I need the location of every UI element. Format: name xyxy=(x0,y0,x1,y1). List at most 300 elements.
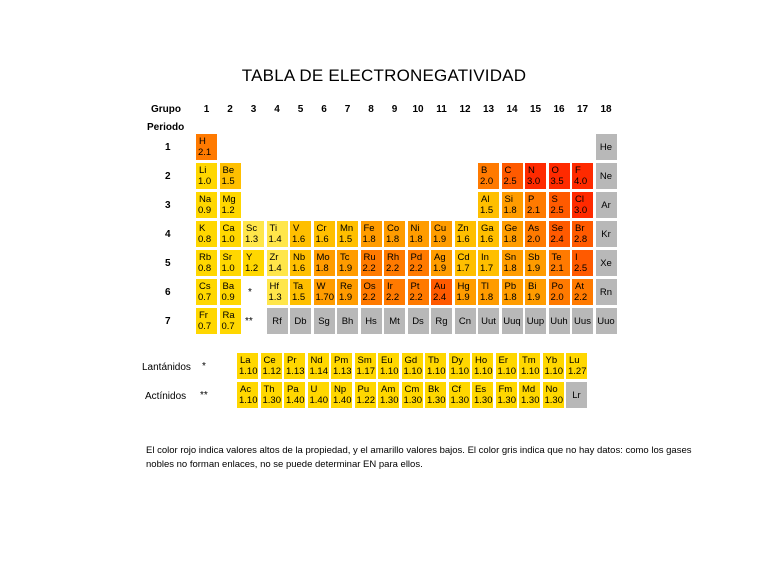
element-ba xyxy=(220,279,241,305)
element-uus xyxy=(572,308,593,334)
element-symbol: Ra xyxy=(222,310,235,321)
element-en-value: 2.0 xyxy=(480,176,494,187)
element-se xyxy=(549,221,570,247)
element-en-value: 1.30 xyxy=(450,395,469,406)
period-label-2: 2 xyxy=(165,171,171,182)
actinides-star: ** xyxy=(200,390,208,401)
element-symbol: Sc xyxy=(246,223,258,234)
element-en-value: 1.9 xyxy=(527,263,541,274)
element-en-value: 1.8 xyxy=(480,292,494,303)
element-en-value: 1.14 xyxy=(309,366,328,377)
element-ga xyxy=(478,221,499,247)
element-en-value: 1.40 xyxy=(309,395,328,406)
element-symbol: Mo xyxy=(316,252,330,263)
element-en-value: 1.10 xyxy=(239,395,258,406)
element-symbol: Uuq xyxy=(503,316,521,327)
element-symbol: Mg xyxy=(222,194,236,205)
element-symbol: Tb xyxy=(428,355,440,366)
element-en-value: 1.22 xyxy=(356,395,375,406)
element-br xyxy=(572,221,593,247)
element-hf xyxy=(267,279,288,305)
element-en-value: 0.7 xyxy=(198,321,212,332)
element-symbol: Bk xyxy=(428,384,440,395)
period-label-6: 6 xyxy=(165,287,171,298)
element-symbol: Si xyxy=(504,194,513,205)
group-header-5: 5 xyxy=(297,104,304,115)
element-pb xyxy=(502,279,523,305)
element-no xyxy=(543,382,564,408)
element-en-value: 1.70 xyxy=(315,292,334,303)
element-bi xyxy=(525,279,546,305)
element-uuq xyxy=(502,308,523,334)
element-en-value: 1.8 xyxy=(503,263,517,274)
element-en-value: 1.10 xyxy=(474,366,493,377)
element-en-value: 1.2 xyxy=(245,263,259,274)
element-en-value: 0.7 xyxy=(221,321,235,332)
element-symbol: Y xyxy=(246,252,253,263)
element-en-value: 0.7 xyxy=(198,292,212,303)
element-rg xyxy=(431,308,452,334)
element-en-value: 1.40 xyxy=(286,395,305,406)
element-en-value: 1.8 xyxy=(315,263,329,274)
element-sg xyxy=(314,308,335,334)
element-nd xyxy=(308,353,329,379)
element-en-value: 1.6 xyxy=(315,234,329,245)
element-symbol: Ir xyxy=(387,281,393,292)
element-ho xyxy=(472,353,493,379)
legend-note: El color rojo indica valores altos de la propiedad, y el amarillo valores bajos. El color gris indica que no hay datos: como los gases nobles no forman enlaces, no se puede determinar EN para ellos. xyxy=(146,445,692,470)
element-symbol: Kr xyxy=(601,229,611,240)
element-symbol: Uup xyxy=(526,316,545,327)
element-n xyxy=(525,163,546,189)
element-en-value: 1.7 xyxy=(456,263,470,274)
element-symbol: Al xyxy=(481,194,490,205)
element-symbol: Li xyxy=(199,165,207,176)
element-pr xyxy=(284,353,305,379)
element-au xyxy=(431,279,452,305)
element-p xyxy=(525,192,546,218)
element-symbol: W xyxy=(316,281,326,292)
element-en-value: 2.1 xyxy=(550,263,564,274)
element-sm xyxy=(355,353,376,379)
element-si xyxy=(502,192,523,218)
element-symbol: H xyxy=(199,136,206,147)
element-symbol: Ac xyxy=(240,384,252,395)
element-symbol: P xyxy=(528,194,535,205)
element-symbol: Rh xyxy=(387,252,400,263)
element-symbol: Tm xyxy=(522,355,536,366)
period-label-4: 4 xyxy=(165,229,171,240)
element-symbol: Pm xyxy=(334,355,349,366)
element-symbol: Rg xyxy=(435,316,448,327)
element-mn xyxy=(337,221,358,247)
element-en-value: 1.30 xyxy=(427,395,446,406)
element-u xyxy=(308,382,329,408)
element-symbol: Na xyxy=(199,194,212,205)
element-symbol: I xyxy=(575,252,578,263)
element-es xyxy=(472,382,493,408)
element-en-value: 2.4 xyxy=(433,292,447,303)
element-tb xyxy=(425,353,446,379)
element-symbol: Hs xyxy=(365,316,377,327)
element-cm xyxy=(402,382,423,408)
element-sb xyxy=(525,250,546,276)
element-be xyxy=(220,163,241,189)
element-en-value: 1.9 xyxy=(433,263,447,274)
element-symbol: Be xyxy=(222,165,235,176)
element-th xyxy=(261,382,282,408)
element-en-value: 1.8 xyxy=(386,234,400,245)
element-pm xyxy=(331,353,352,379)
element-symbol: Sg xyxy=(318,316,330,327)
element-he xyxy=(596,134,617,160)
element-lu xyxy=(566,353,587,379)
element-en-value: 1.5 xyxy=(292,292,306,303)
element-symbol: As xyxy=(528,223,540,234)
element-symbol: Pr xyxy=(287,355,297,366)
page-title: TABLA DE ELECTRONEGATIVIDAD xyxy=(241,66,527,85)
element-symbol: Md xyxy=(522,384,536,395)
element-ne xyxy=(596,163,617,189)
group-header-13: 13 xyxy=(482,104,495,115)
element-os xyxy=(361,279,382,305)
element-en-value: 1.10 xyxy=(497,366,516,377)
element-tc xyxy=(337,250,358,276)
element-rn xyxy=(596,279,617,305)
element-uuo xyxy=(596,308,617,334)
element-cr xyxy=(314,221,335,247)
group-header-15: 15 xyxy=(529,104,542,115)
group-header-1: 1 xyxy=(203,104,210,115)
element-i xyxy=(572,250,593,276)
element-symbol: Po xyxy=(551,281,564,292)
element-symbol: Au xyxy=(434,281,446,292)
element-ra xyxy=(220,308,241,334)
element-pt xyxy=(408,279,429,305)
element-en-value: 1.9 xyxy=(456,292,470,303)
element-en-value: 2.5 xyxy=(503,176,517,187)
element-symbol: Gd xyxy=(404,355,418,366)
element-pd xyxy=(408,250,429,276)
element-en-value: 2.1 xyxy=(527,205,541,216)
element-en-value: 0.8 xyxy=(198,263,212,274)
element-cl xyxy=(572,192,593,218)
element-symbol: Db xyxy=(294,316,307,327)
element-en-value: 2.5 xyxy=(574,263,588,274)
element-bh xyxy=(337,308,358,334)
element-symbol: Sm xyxy=(357,355,372,366)
element-ir xyxy=(384,279,405,305)
element-fe xyxy=(361,221,382,247)
element-symbol: Er xyxy=(498,355,508,366)
element-en-value: 1.10 xyxy=(450,366,469,377)
element-symbol: Fe xyxy=(363,223,375,234)
element-ge xyxy=(502,221,523,247)
element-mo xyxy=(314,250,335,276)
element-en-value: 1.8 xyxy=(503,234,517,245)
element-symbol: Xe xyxy=(600,258,612,269)
element-symbol: Rf xyxy=(272,316,282,327)
element-cd xyxy=(455,250,476,276)
element-en-value: 1.30 xyxy=(497,395,516,406)
group-header-12: 12 xyxy=(459,104,471,115)
element-en-value: 1.6 xyxy=(480,234,494,245)
element-en-value: 1.6 xyxy=(456,234,470,245)
element-en-value: 1.9 xyxy=(339,263,353,274)
element-en-value: 2.2 xyxy=(409,263,423,274)
element-rh xyxy=(384,250,405,276)
element-symbol: Uuo xyxy=(597,316,615,327)
element-en-value: 1.5 xyxy=(480,205,494,216)
element-symbol: La xyxy=(240,355,251,366)
element-ru xyxy=(361,250,382,276)
element-en-value: 1.30 xyxy=(380,395,399,406)
group-header-16: 16 xyxy=(553,104,565,115)
element-fm xyxy=(496,382,517,408)
element-symbol: Ag xyxy=(434,252,446,263)
group-header-7: 7 xyxy=(344,104,351,115)
element-en-value: 2.2 xyxy=(362,263,376,274)
element-sn xyxy=(502,250,523,276)
element-rb xyxy=(196,250,217,276)
element-am xyxy=(378,382,399,408)
period-label-3: 3 xyxy=(165,200,171,211)
lanthanides-placeholder-star: * xyxy=(248,287,252,298)
element-en-value: 1.13 xyxy=(333,366,352,377)
period-label-1: 1 xyxy=(165,142,171,153)
element-ca xyxy=(220,221,241,247)
element-symbol: At xyxy=(575,281,584,292)
element-symbol: Pu xyxy=(357,384,370,395)
group-header-17: 17 xyxy=(576,104,589,115)
element-mg xyxy=(220,192,241,218)
periodo-label: Periodo xyxy=(147,122,185,133)
element-en-value: 1.10 xyxy=(544,366,563,377)
element-en-value: 2.2 xyxy=(386,263,400,274)
element-en-value: 1.8 xyxy=(503,205,517,216)
element-symbol: Pt xyxy=(410,281,420,292)
element-ni xyxy=(408,221,429,247)
element-lr xyxy=(566,382,587,408)
element-symbol: Ga xyxy=(481,223,494,234)
element-symbol: Se xyxy=(551,223,564,234)
element-symbol: Br xyxy=(575,223,585,234)
element-symbol: No xyxy=(545,384,558,395)
lanthanides-label: Lantánidos xyxy=(142,362,191,373)
element-ar xyxy=(596,192,617,218)
element-symbol: Rb xyxy=(199,252,212,263)
element-symbol: Ho xyxy=(475,355,488,366)
element-en-value: 1.8 xyxy=(362,234,376,245)
element-md xyxy=(519,382,540,408)
element-symbol: S xyxy=(551,194,558,205)
element-en-value: 1.30 xyxy=(521,395,540,406)
element-symbol: Es xyxy=(475,384,487,395)
group-header-6: 6 xyxy=(321,104,327,115)
element-symbol: V xyxy=(293,223,300,234)
element-symbol: C xyxy=(504,165,512,176)
element-cn xyxy=(455,308,476,334)
element-en-value: 1.7 xyxy=(480,263,494,274)
element-en-value: 1.40 xyxy=(333,395,352,406)
element-en-value: 1.9 xyxy=(433,234,447,245)
element-symbol: Ds xyxy=(412,316,424,327)
element-symbol: Ba xyxy=(222,281,235,292)
element-w xyxy=(314,279,335,305)
group-header-14: 14 xyxy=(506,104,518,115)
element-fr xyxy=(196,308,217,334)
element-y xyxy=(243,250,264,276)
element-en-value: 1.2 xyxy=(221,205,235,216)
element-en-value: 1.10 xyxy=(427,366,446,377)
element-tl xyxy=(478,279,499,305)
element-symbol: Rn xyxy=(599,287,613,298)
element-en-value: 1.12 xyxy=(262,366,281,377)
element-symbol: Cf xyxy=(451,384,461,395)
element-cu xyxy=(431,221,452,247)
element-symbol: Bi xyxy=(528,281,537,292)
element-symbol: Fr xyxy=(199,310,208,321)
element-pa xyxy=(284,382,305,408)
element-en-value: 0.9 xyxy=(221,292,235,303)
element-symbol: Cd xyxy=(457,252,470,263)
element-symbol: Cl xyxy=(575,194,584,205)
element-po xyxy=(549,279,570,305)
element-symbol: B xyxy=(481,165,488,176)
element-uuh xyxy=(549,308,570,334)
element-b xyxy=(478,163,499,189)
element-en-value: 2.1 xyxy=(198,147,212,158)
element-symbol: Ce xyxy=(263,355,276,366)
element-en-value: 1.10 xyxy=(403,366,422,377)
element-s xyxy=(549,192,570,218)
element-en-value: 1.6 xyxy=(292,263,306,274)
element-symbol: Th xyxy=(263,384,275,395)
element-yb xyxy=(543,353,564,379)
element-f xyxy=(572,163,593,189)
element-en-value: 1.30 xyxy=(474,395,493,406)
element-symbol: Cr xyxy=(316,223,327,234)
element-en-value: 1.10 xyxy=(521,366,540,377)
element-symbol: Hf xyxy=(269,281,279,292)
element-as xyxy=(525,221,546,247)
element-symbol: U xyxy=(310,384,318,395)
element-symbol: He xyxy=(599,142,613,153)
element-dy xyxy=(449,353,470,379)
element-en-value: 1.9 xyxy=(339,292,353,303)
element-hs xyxy=(361,308,382,334)
element-h xyxy=(196,134,217,160)
element-symbol: Os xyxy=(363,281,376,292)
element-kr xyxy=(596,221,617,247)
group-header-3: 3 xyxy=(250,104,257,115)
element-symbol: N xyxy=(528,165,535,176)
element-en-value: 1.6 xyxy=(292,234,306,245)
element-symbol: Pd xyxy=(410,252,423,263)
element-symbol: Uuh xyxy=(550,316,568,327)
group-header-8: 8 xyxy=(368,104,374,115)
element-symbol: Nd xyxy=(310,355,323,366)
element-en-value: 2.2 xyxy=(362,292,376,303)
element-en-value: 0.8 xyxy=(198,234,212,245)
element-en-value: 2.5 xyxy=(550,205,564,216)
element-en-value: 1.0 xyxy=(221,234,235,245)
element-en-value: 1.5 xyxy=(221,176,235,187)
element-te xyxy=(549,250,570,276)
element-en-value: 2.2 xyxy=(574,292,588,303)
element-symbol: Co xyxy=(387,223,400,234)
element-np xyxy=(331,382,352,408)
element-en-value: 1.9 xyxy=(527,292,541,303)
element-re xyxy=(337,279,358,305)
element-en-value: 3.5 xyxy=(550,176,564,187)
element-symbol: Yb xyxy=(545,355,558,366)
group-header-4: 4 xyxy=(274,104,280,115)
element-symbol: K xyxy=(199,223,206,234)
element-la xyxy=(237,353,258,379)
element-en-value: 1.4 xyxy=(268,263,282,274)
period-label-7: 7 xyxy=(165,316,171,327)
element-na xyxy=(196,192,217,218)
element-rf xyxy=(267,308,288,334)
element-symbol: Sb xyxy=(528,252,540,263)
element-ta xyxy=(290,279,311,305)
element-li xyxy=(196,163,217,189)
element-en-value: 1.0 xyxy=(221,263,235,274)
element-en-value: 1.5 xyxy=(339,234,353,245)
element-symbol: Sn xyxy=(504,252,517,263)
element-ti xyxy=(267,221,288,247)
element-v xyxy=(290,221,311,247)
element-symbol: Hg xyxy=(457,281,470,292)
element-en-value: 2.4 xyxy=(550,234,564,245)
element-db xyxy=(290,308,311,334)
group-header-10: 10 xyxy=(412,104,424,115)
element-symbol: Ge xyxy=(504,223,518,234)
element-uut xyxy=(478,308,499,334)
element-tm xyxy=(519,353,540,379)
element-en-value: 1.30 xyxy=(403,395,422,406)
element-sc xyxy=(243,221,264,247)
actinides-label: Actínidos xyxy=(145,391,187,402)
element-en-value: 1.0 xyxy=(198,176,212,187)
element-xe xyxy=(596,250,617,276)
element-en-value: 2.0 xyxy=(550,292,564,303)
element-k xyxy=(196,221,217,247)
element-symbol: Pa xyxy=(287,384,299,395)
element-zr xyxy=(267,250,288,276)
element-symbol: Sr xyxy=(222,252,232,263)
element-symbol: Tc xyxy=(340,252,350,263)
element-er xyxy=(496,353,517,379)
element-en-value: 0.9 xyxy=(198,205,212,216)
element-symbol: Cn xyxy=(458,316,472,327)
element-en-value: 1.8 xyxy=(503,292,517,303)
element-symbol: F xyxy=(575,165,581,176)
period-label-5: 5 xyxy=(165,258,171,269)
element-en-value: 1.30 xyxy=(544,395,563,406)
element-symbol: Cm xyxy=(404,384,420,395)
element-cs xyxy=(196,279,217,305)
lanthanides-star: * xyxy=(202,361,206,372)
element-nb xyxy=(290,250,311,276)
group-header-18: 18 xyxy=(600,104,612,115)
element-symbol: Ta xyxy=(293,281,304,292)
element-symbol: O xyxy=(551,165,559,176)
element-symbol: Ru xyxy=(363,252,376,263)
element-en-value: 1.10 xyxy=(239,366,258,377)
element-symbol: Zr xyxy=(269,252,279,263)
